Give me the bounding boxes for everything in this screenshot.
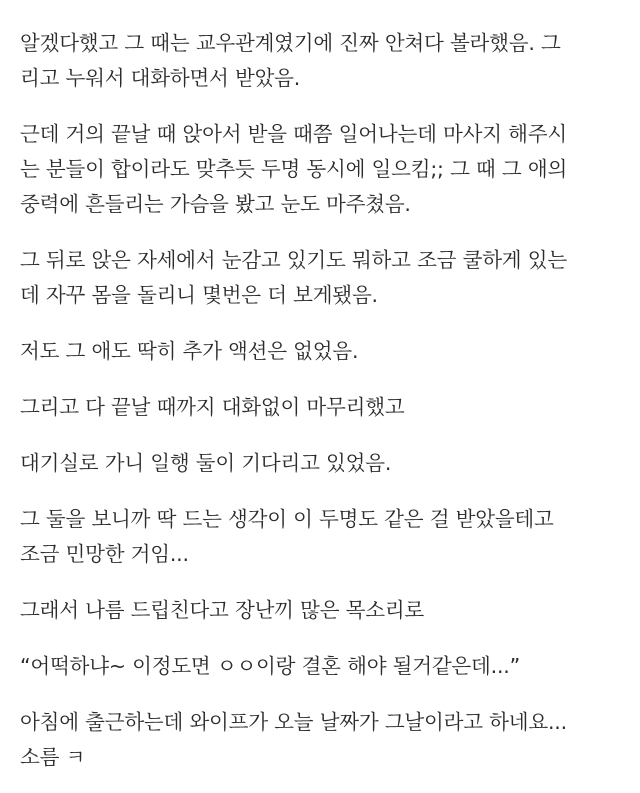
text-line: 데 자꾸 몸을 돌리니 몇번은 더 보게됐음. [20, 283, 378, 307]
text-line: 그리고 다 끝날 때까지 대화없이 마무리했고 [20, 395, 405, 419]
text-line: 소름 ㅋ [20, 745, 86, 769]
text-line: 중력에 흔들리는 가슴을 봤고 눈도 마주쳤음. [20, 192, 411, 216]
text-line: 그 둘을 보니까 딱 드는 생각이 이 두명도 같은 걸 받았을테고 [20, 507, 554, 531]
text-line: 조금 민망한 거임... [20, 542, 189, 566]
paragraph [20, 390, 640, 425]
text-line: 알겠다했고 그 때는 교우관계였기에 진짜 안쳐다 볼라했음. 그 [20, 31, 561, 55]
text-line: 는 분들이 합이라도 맞추듯 두명 동시에 일으킴;; 그 때 그 애의 [20, 157, 568, 181]
text-line: 아침에 출근하는데 와이프가 오늘 날짜가 그날이라고 하네요... [20, 710, 567, 734]
text-line: 그래서 나름 드립친다고 장난끼 많은 목소리로 [20, 598, 425, 622]
paragraph [20, 26, 640, 96]
text-line: 리고 누워서 대화하면서 받았음. [20, 66, 301, 90]
paragraph [20, 705, 640, 775]
paragraph [20, 502, 640, 572]
text-line: 근데 거의 끝날 때 앉아서 받을 때쯤 일어나는데 마사지 해주시 [20, 122, 567, 146]
text-line: 그 뒤로 앉은 자세에서 눈감고 있기도 뭐하고 조금 쿨하게 있는 [20, 248, 567, 272]
paragraph [20, 446, 640, 481]
paragraph [20, 243, 640, 313]
paragraph [20, 593, 640, 628]
paragraph [20, 117, 640, 222]
text-line: 저도 그 애도 딱히 추가 액션은 없었음. [20, 339, 359, 363]
paragraph [20, 334, 640, 369]
text-line: 대기실로 가니 일행 둘이 기다리고 있었음. [20, 451, 392, 475]
text-line: “어떡하냐~ 이정도면 ㅇㅇ이랑 결혼 해야 될거같은데...” [20, 654, 521, 678]
paragraph [20, 649, 640, 684]
